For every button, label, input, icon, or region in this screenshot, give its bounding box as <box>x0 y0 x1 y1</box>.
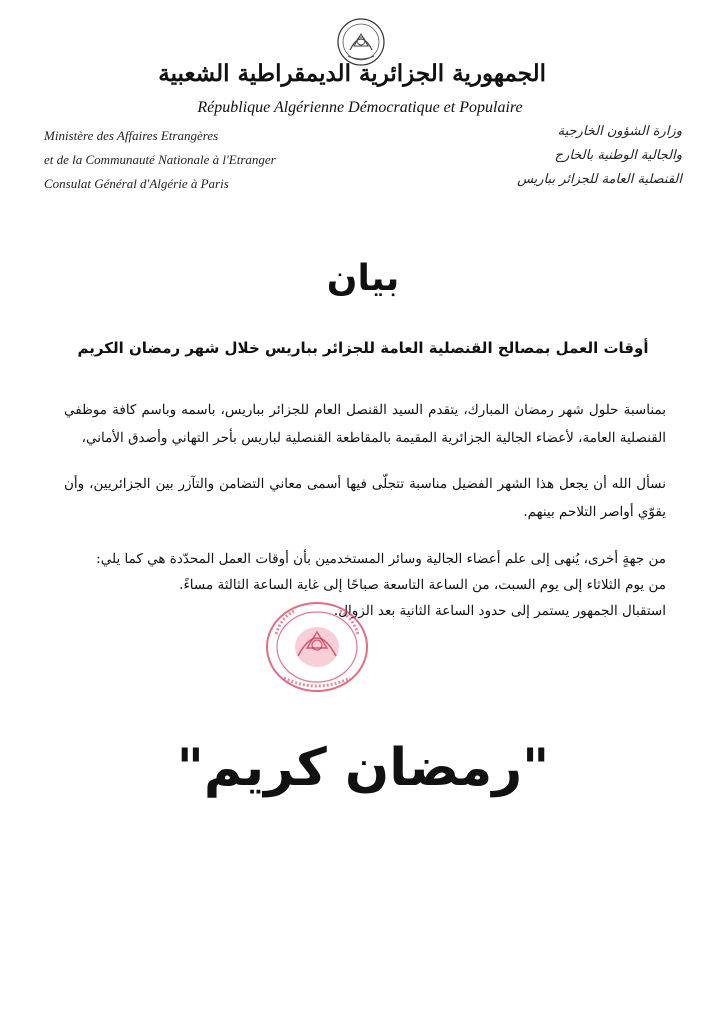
paragraph-prayer: نسأل الله أن يجعل هذا الشهر الفضيل مناسبة تتجلّى فيها أسمى معاني التضامن والتآزر بين الجزائريين، وأن يقوّي أواصر التلاحم بينهم. <box>64 476 666 520</box>
arabic-consulate-line: القنصلية العامة للجزائر بباريس <box>517 172 682 187</box>
french-ministry-line: Ministère des Affaires Etrangères <box>44 128 219 143</box>
document-heading: بيان <box>326 258 400 299</box>
french-consulate-line: Consulat Général d'Algérie à Paris <box>44 176 229 191</box>
consulate-stamp-icon <box>262 598 372 696</box>
ramadan-greeting: "رمضان كريم" <box>176 738 550 798</box>
paragraph-hours-days: من يوم الثلاثاء إلى يوم السبت، من الساعة التاسعة صباحًا إلى غاية الساعة الثالثة مساءً. <box>179 577 666 593</box>
paragraph-hours-reception: استقبال الجمهور يستمر إلى حدود الساعة الثانية بعد الزوال. <box>333 603 666 619</box>
paragraph-greeting: بمناسبة حلول شهر رمضان المبارك، يتقدم السيد القنصل العام للجزائر بباريس، باسمه وباسم كافة موظفي القنصلية العامة، لأعضاء الجالية الجزائرية المقيمة بالمقاطعة القنصلية لباريس بأحر التهاني وأصدق الأماني، <box>64 402 666 446</box>
arabic-ministry-line: وزارة الشؤون الخارجية <box>557 124 682 139</box>
document-subtitle: أوقات العمل بمصالح القنصلية العامة للجزائر بباريس خلال شهر رمضان الكريم <box>77 339 649 357</box>
french-community-line: et de la Communauté Nationale à l'Etranger <box>44 152 276 167</box>
french-republic-title: République Algérienne Démocratique et Populaire <box>197 99 523 116</box>
paragraph-hours-intro: من جهةٍ أخرى، يُنهى إلى علم أعضاء الجالية وسائر المستخدمين بأن أوقات العمل المحدّدة هي كما يلي: <box>96 551 666 567</box>
arabic-community-line: والجالية الوطنية بالخارج <box>554 148 682 163</box>
arabic-republic-title: الجمهورية الجزائرية الديمقراطية الشعبية <box>158 60 546 87</box>
